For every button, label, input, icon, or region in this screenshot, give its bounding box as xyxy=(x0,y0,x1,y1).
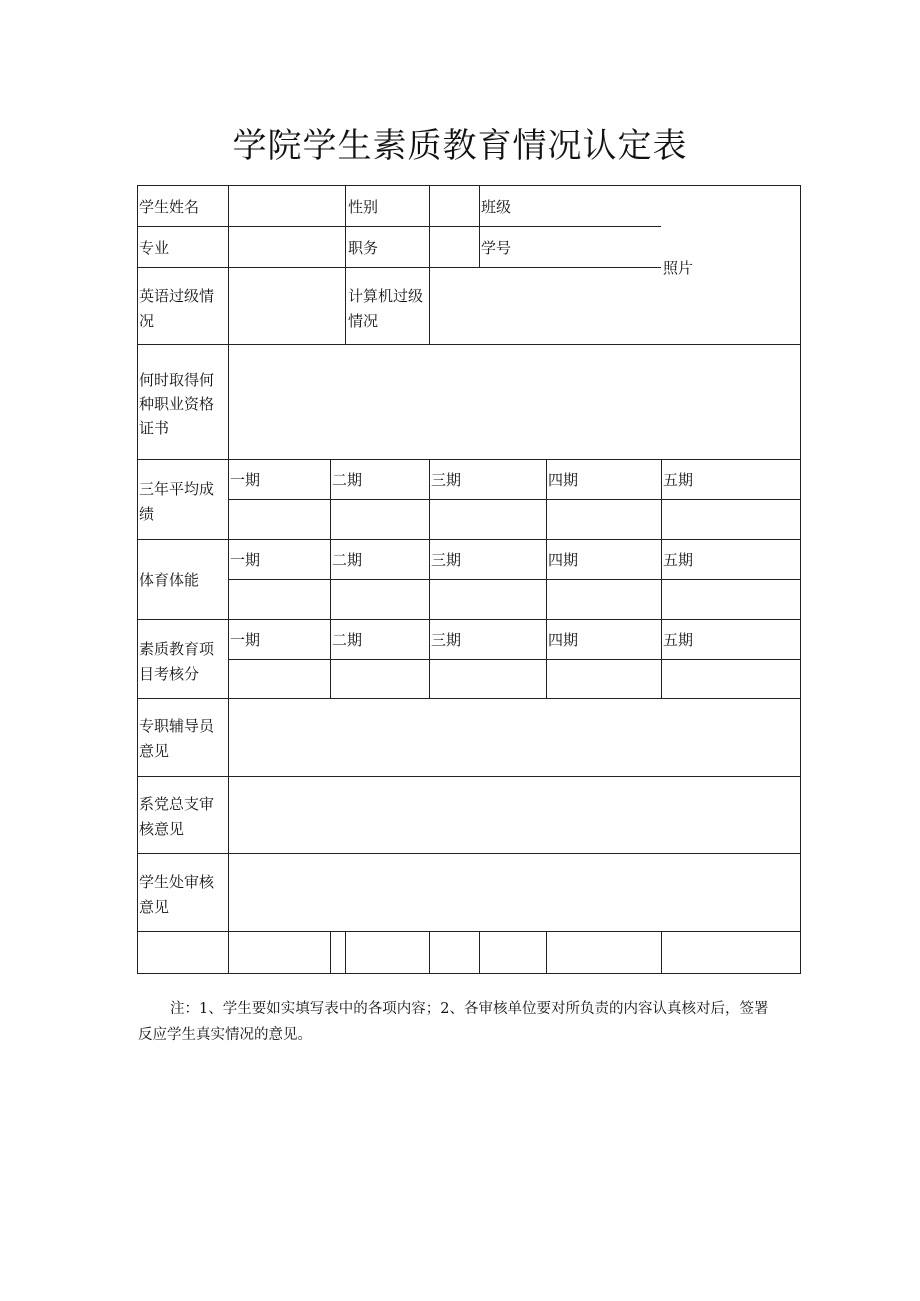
table-border-left xyxy=(137,185,138,974)
term-header: 二期 xyxy=(332,631,363,649)
row-line xyxy=(137,619,801,620)
col-line xyxy=(429,931,430,974)
footnote xyxy=(138,996,802,1048)
quality-score-label-line1: 素质教育项 xyxy=(139,640,215,658)
english-level-label-line2: 况 xyxy=(139,312,155,330)
term-header: 一期 xyxy=(230,471,261,489)
class-label: 班级 xyxy=(481,198,512,216)
term-header: 二期 xyxy=(332,471,363,489)
col-line xyxy=(429,459,430,699)
row-line xyxy=(228,579,801,580)
term-header: 二期 xyxy=(332,551,363,569)
certificate-label-line2: 种职业资格 xyxy=(139,395,215,413)
table-border-bottom xyxy=(137,973,801,974)
term-header: 五期 xyxy=(663,551,694,569)
term-header: 三期 xyxy=(431,471,462,489)
row-line xyxy=(228,499,801,500)
position-label: 职务 xyxy=(348,239,379,257)
row-line xyxy=(137,931,801,932)
col-line xyxy=(661,931,662,974)
row-line xyxy=(228,659,801,660)
term-header: 三期 xyxy=(431,551,462,569)
col-line xyxy=(479,931,480,974)
gender-label: 性别 xyxy=(348,198,379,216)
term-header: 五期 xyxy=(663,471,694,489)
row-line xyxy=(137,459,801,460)
col-line xyxy=(330,931,331,974)
computer-level-label-line1: 计算机过级 xyxy=(348,287,424,305)
term-header: 三期 xyxy=(431,631,462,649)
dept-party-opinion-label-line1: 系党总支审 xyxy=(139,795,215,813)
avg-score-label-line1: 三年平均成 xyxy=(139,480,215,498)
table-border-top xyxy=(137,185,801,186)
student-office-opinion-label-line2: 意见 xyxy=(139,898,170,916)
row-line xyxy=(137,776,801,777)
col-line xyxy=(345,931,346,974)
row-line xyxy=(137,853,801,854)
pe-label: 体育体能 xyxy=(139,571,200,589)
dept-party-opinion-label-line2: 核意见 xyxy=(139,820,185,838)
student-name-label: 学生姓名 xyxy=(139,198,200,216)
term-header: 一期 xyxy=(230,631,261,649)
counselor-opinion-label-line2: 意见 xyxy=(139,742,170,760)
avg-score-label-line2: 绩 xyxy=(139,505,155,523)
counselor-opinion-label-line1: 专职辅导员 xyxy=(139,717,215,735)
col-line xyxy=(330,459,331,699)
term-header: 四期 xyxy=(548,631,579,649)
student-id-label: 学号 xyxy=(481,239,512,257)
student-office-opinion-label-line1: 学生处审核 xyxy=(139,873,215,891)
col-line xyxy=(546,459,547,699)
term-header: 五期 xyxy=(663,631,694,649)
footnote-line2: 反应学生真实情况的意见。 xyxy=(138,1027,312,1043)
major-label: 专业 xyxy=(139,239,170,257)
col-line xyxy=(345,185,346,345)
english-level-label-line1: 英语过级情 xyxy=(139,287,215,305)
certificate-label-line3: 证书 xyxy=(139,419,170,437)
page-title: 学院学生素质教育情况认定表 xyxy=(232,126,688,166)
col-line xyxy=(661,459,662,699)
term-header: 四期 xyxy=(548,471,579,489)
term-header: 四期 xyxy=(548,551,579,569)
col-line xyxy=(546,931,547,974)
row-line xyxy=(137,226,661,227)
row-line xyxy=(137,344,801,345)
certificate-label-line1: 何时取得何 xyxy=(139,371,215,389)
quality-score-label-line2: 目考核分 xyxy=(139,665,200,683)
row-line xyxy=(137,698,801,699)
col-line xyxy=(479,185,480,268)
footnote-line1: 注：1、学生要如实填写表中的各项内容；2、各审核单位要对所负责的内容认真核对后，签署 xyxy=(170,1001,769,1017)
col-line xyxy=(429,185,430,345)
row-line xyxy=(137,267,661,268)
row-line xyxy=(137,539,801,540)
photo-label: 照片 xyxy=(663,259,694,277)
computer-level-label-line2: 情况 xyxy=(348,312,379,330)
term-header: 一期 xyxy=(230,551,261,569)
